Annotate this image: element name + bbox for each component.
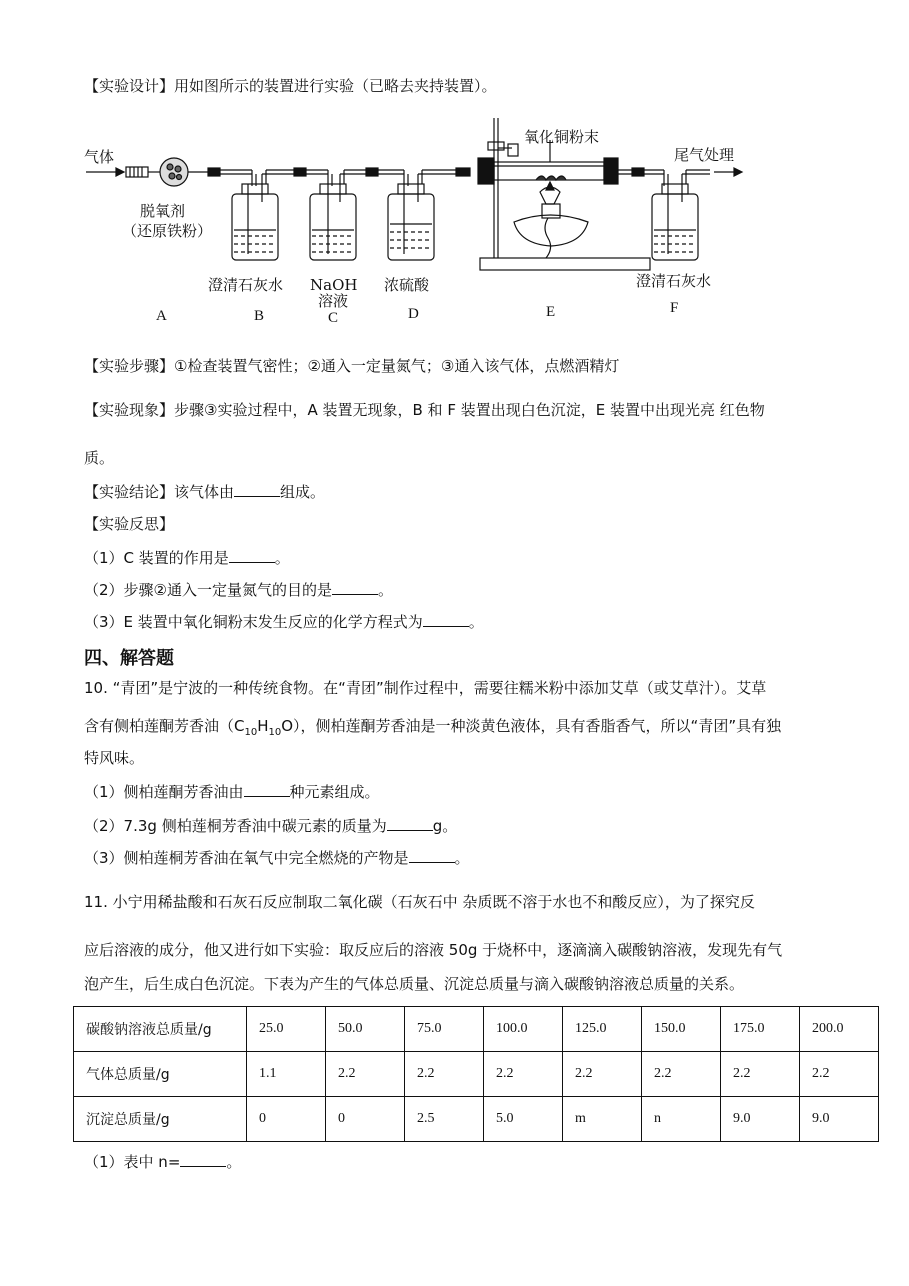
table-row — [74, 1097, 879, 1142]
table-cell: 沉淀总质量/g — [74, 1097, 247, 1142]
table-cell: 气体总质量/g — [74, 1052, 247, 1097]
table-cell: 5.0 — [484, 1097, 563, 1142]
formula-h: H — [257, 717, 269, 735]
label-tail-gas: 尾气处理 — [674, 146, 735, 164]
design-label: 【实验设计】 — [84, 77, 175, 95]
steps-label: 【实验步骤】 — [84, 357, 175, 375]
design-line — [84, 76, 497, 96]
letter-c: C — [328, 310, 339, 326]
phenomena-label: 【实验现象】 — [84, 401, 175, 419]
q10-sub-3 — [84, 848, 470, 868]
steps-line — [84, 356, 619, 376]
table-row — [74, 1052, 879, 1097]
letter-a: A — [156, 308, 167, 324]
subscript-h: 10 — [268, 727, 282, 738]
label-cuo: 氧化铜粉末 — [524, 128, 600, 146]
reflection-q2 — [84, 580, 393, 600]
table-cell: 0 — [326, 1097, 405, 1142]
q10-s3-text: （3）侧柏莲桐芳香油在氧气中完全燃烧的产物是 — [84, 849, 409, 867]
reflection-label: 【实验反思】 — [84, 515, 175, 533]
label-gas-in: 气体 — [84, 148, 115, 166]
conclusion-label: 【实验结论】 — [84, 483, 175, 501]
table-cell: 2.2 — [326, 1052, 405, 1097]
q10-s1-text: （1）侧柏莲酮芳香油由 — [84, 783, 244, 801]
letter-e: E — [546, 304, 556, 320]
table-cell: 2.2 — [721, 1052, 800, 1097]
label-iron-powder: （还原铁粉） — [122, 222, 213, 240]
q2-end: 。 — [378, 581, 394, 599]
q11-line-1: 11. 小宁用稀盐酸和石灰石反应制取二氧化碳（石灰石中 杂质既不溶于水也不和酸反应），为了探究反 — [84, 893, 755, 911]
table-cell: 175.0 — [721, 1007, 800, 1052]
conclusion-post: 组成。 — [280, 483, 326, 501]
conclusion-pre: 该气体由 — [174, 483, 235, 501]
q3-text: （3）E 装置中氧化铜粉末发生反应的化学方程式为 — [84, 613, 423, 631]
table-cell: 50.0 — [326, 1007, 405, 1052]
q10-s1-end: 种元素组成。 — [289, 783, 380, 801]
reflection-q1 — [84, 548, 290, 568]
table-cell: 碳酸钠溶液总质量/g — [74, 1007, 247, 1052]
phenomena-text: 步骤③实验过程中，A 装置无现象，B 和 F 装置出现白色沉淀，E 装置中出现光亮 红色物 — [174, 401, 765, 419]
q1-end: 。 — [274, 549, 290, 567]
table-cell: 2.2 — [800, 1052, 879, 1097]
answer-blank[interactable] — [387, 816, 433, 831]
table-cell: 75.0 — [405, 1007, 484, 1052]
answer-blank[interactable] — [234, 482, 280, 497]
table-cell: 125.0 — [563, 1007, 642, 1052]
table-cell: 0 — [247, 1097, 326, 1142]
q1-text: （1）C 装置的作用是 — [84, 549, 229, 567]
answer-blank[interactable] — [229, 548, 275, 563]
letter-f: F — [670, 300, 679, 316]
phenomena-line — [84, 400, 765, 420]
q11-sub-1 — [84, 1152, 241, 1172]
table-cell: 150.0 — [642, 1007, 721, 1052]
q10-s3-end: 。 — [454, 849, 470, 867]
answer-blank[interactable] — [180, 1152, 226, 1167]
apparatus-diagram — [84, 112, 764, 330]
answer-blank[interactable] — [423, 612, 469, 627]
phenomena-line-2: 质。 — [84, 449, 115, 467]
letter-d: D — [408, 306, 419, 322]
table-cell: 2.2 — [642, 1052, 721, 1097]
label-bottle-c-1: NaOH — [310, 276, 358, 294]
subscript-c: 10 — [244, 727, 258, 738]
q10-line-2 — [84, 716, 781, 743]
label-bottle-c-2: 溶液 — [318, 292, 349, 310]
q11-s1-end: 。 — [226, 1153, 242, 1171]
answer-blank[interactable] — [332, 580, 378, 595]
table-cell: 2.2 — [563, 1052, 642, 1097]
steps-text: ①检查装置气密性；②通入一定量氮气；③通入该气体，点燃酒精灯 — [174, 357, 620, 375]
q10-line-1: 10. “青团”是宁波的一种传统食物。在“青团”制作过程中，需要往糯米粉中添加艾草（或艾草汁）。艾草 — [84, 679, 767, 697]
table-cell: m — [563, 1097, 642, 1142]
data-table — [73, 1006, 879, 1142]
q10-formula-post: O），侧柏莲酮芳香油是一种淡黄色液体，具有香脂香气，所以“青团”具有独 — [281, 717, 782, 735]
table-cell: 25.0 — [247, 1007, 326, 1052]
q10-line-3: 特风味。 — [84, 749, 145, 767]
q11-line-2: 应后溶液的成分，他又进行如下实验：取反应后的溶液 50g 于烧杯中，逐滴滴入碳酸钠溶液，发现先有气 — [84, 941, 783, 959]
letter-b: B — [254, 308, 265, 324]
label-bottle-d: 浓硫酸 — [384, 276, 430, 294]
table-cell: 9.0 — [800, 1097, 879, 1142]
q10-s2-text: （2）7.3g 侧柏莲桐芳香油中碳元素的质量为 — [84, 817, 387, 835]
table-cell: 2.5 — [405, 1097, 484, 1142]
label-deoxidizer: 脱氧剂 — [140, 202, 186, 220]
table-cell: 2.2 — [405, 1052, 484, 1097]
table-cell: 2.2 — [484, 1052, 563, 1097]
section-heading: 四、解答题 — [84, 648, 174, 669]
table-cell: 1.1 — [247, 1052, 326, 1097]
q10-s2-end: g。 — [432, 817, 458, 835]
reflection-q3 — [84, 612, 484, 632]
q3-end: 。 — [468, 613, 484, 631]
q2-text: （2）步骤②通入一定量氮气的目的是 — [84, 581, 332, 599]
q11-line-3: 泡产生，后生成白色沉淀。下表为产生的气体总质量、沉淀总质量与滴入碳酸钠溶液总质量的关系。 — [84, 975, 745, 993]
conclusion-line — [84, 482, 325, 502]
q10-sub-1 — [84, 782, 380, 802]
answer-blank[interactable] — [244, 782, 290, 797]
design-text: 用如图所示的装置进行实验（已略去夹持装置）。 — [174, 77, 497, 95]
table-cell: n — [642, 1097, 721, 1142]
q10-formula-pre: 含有侧柏莲酮芳香油（C — [84, 717, 245, 735]
table-cell: 9.0 — [721, 1097, 800, 1142]
answer-blank[interactable] — [409, 848, 455, 863]
q10-sub-2 — [84, 816, 457, 836]
label-bottle-f: 澄清石灰水 — [636, 272, 712, 290]
label-bottle-b: 澄清石灰水 — [208, 276, 284, 294]
table-cell: 100.0 — [484, 1007, 563, 1052]
q11-s1-text: （1）表中 n= — [84, 1153, 181, 1171]
table-row — [74, 1007, 879, 1052]
table-cell: 200.0 — [800, 1007, 879, 1052]
